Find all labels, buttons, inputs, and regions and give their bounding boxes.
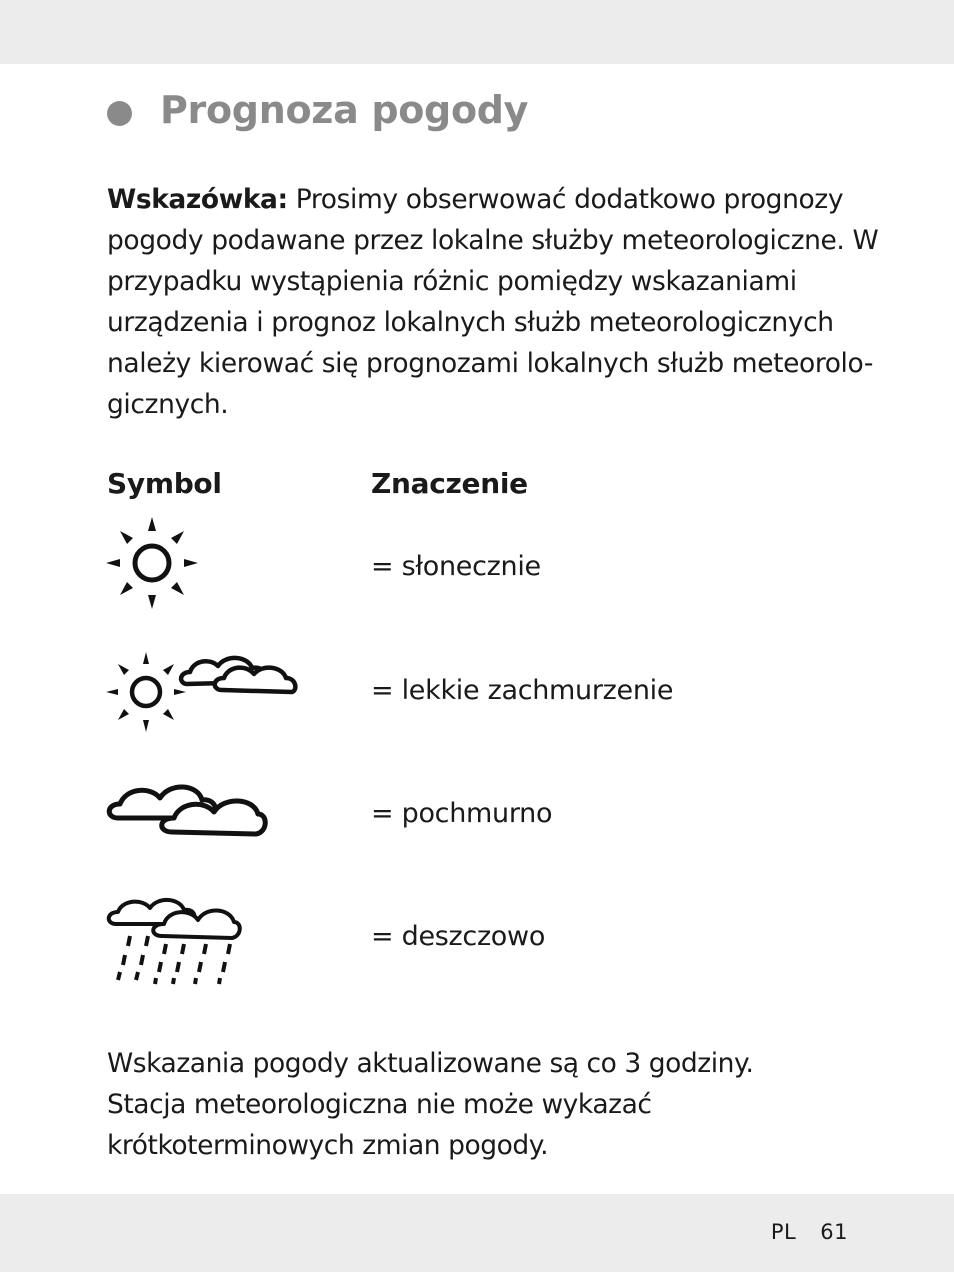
clouds-icon (106, 780, 268, 840)
sun-cloud-icon (106, 652, 298, 734)
page-footer (771, 1220, 848, 1244)
note-label: Wskazówka: (107, 184, 288, 215)
meaning-sunny: = słonecznie (371, 551, 541, 582)
limitation-info-line: Stacja meteorologiczna nie może wykazać krótkoterminowych zmian pogody. (107, 1089, 652, 1161)
language-code: PL (770, 1220, 797, 1244)
column-header-meaning: Znaczenie (371, 467, 528, 500)
note-paragraph (107, 179, 887, 425)
heading-bullet-icon (107, 101, 132, 126)
column-header-symbol: Symbol (107, 467, 222, 500)
update-info-line: Wskazania pogody aktualizowane są co 3 godziny. (107, 1048, 754, 1079)
update-info-paragraph (107, 1043, 897, 1166)
sun-icon (106, 517, 198, 609)
top-band (0, 0, 954, 64)
page-number: 61 (820, 1220, 848, 1244)
rain-icon (106, 892, 242, 986)
note-text: Prosimy obserwować dodatkowo prognozy pogody podawane przez lokalne służby meteorologiczne. W przypadku wystąpienia różnic pomiędzy wskazaniami urządzenia i prognoz lokalnych służb meteorologicznych należy kierować się prognozami lokalnych służb meteorolo-gicznych. (107, 184, 879, 420)
page-title: Prognoza pogody (160, 88, 529, 132)
meaning-partly-cloudy: = lekkie zachmurzenie (371, 675, 674, 706)
meaning-cloudy: = pochmurno (371, 798, 553, 829)
meaning-rainy: = deszczowo (371, 921, 546, 952)
